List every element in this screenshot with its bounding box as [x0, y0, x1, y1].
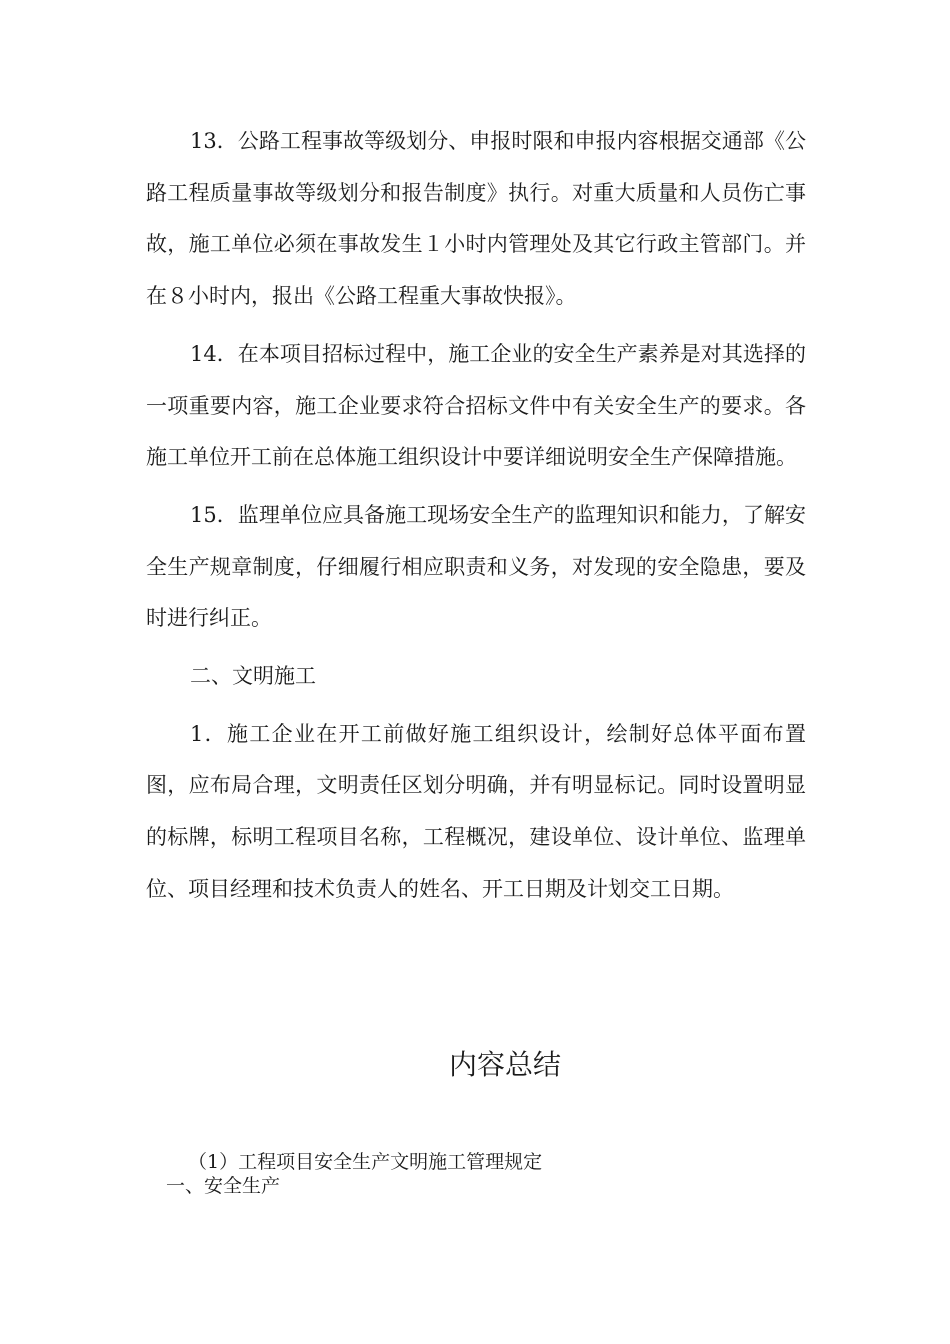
summary-subitem: 一、安全生产: [166, 1175, 281, 1197]
paragraph-14: 14．在本项目招标过程中，施工企业的安全生产素养是对其选择的一项重要内容，施工企业要求符合招标文件中有关安全生产的要求。各施工单位开工前在总体施工组织设计中要详细说明安全生产保障措施。: [146, 341, 806, 470]
section-heading-civilized-construction: 二、文明施工: [190, 664, 316, 689]
paragraph-13: 13．公路工程事故等级划分、申报时限和申报内容根据交通部《公路工程质量事故等级划分和报告制度》执行。对重大质量和人员伤亡事故，施工单位必须在事故发生１小时内管理处及其它行政主管部门。并在８小时内，报出《公路工程重大事故快报》。: [146, 129, 806, 309]
paragraph-1: 1．施工企业在开工前做好施工组织设计，绘制好总体平面布置图，应布局合理，文明责任区划分明确，并有明显标记。同时设置明显的标牌，标明工程项目名称，工程概况，建设单位、设计单位、监理单位、项目经理和技术负责人的姓名、开工日期及计划交工日期。: [146, 721, 806, 901]
paragraph-15: 15．监理单位应具备施工现场安全生产的监理知识和能力，了解安全生产规章制度，仔细履行相应职责和义务，对发现的安全隐患，要及时进行纠正。: [146, 502, 806, 631]
summary-item: （1）工程项目安全生产文明施工管理规定: [188, 1151, 543, 1173]
document-body: [146, 116, 806, 922]
summary-title: 内容总结: [448, 1048, 561, 1081]
